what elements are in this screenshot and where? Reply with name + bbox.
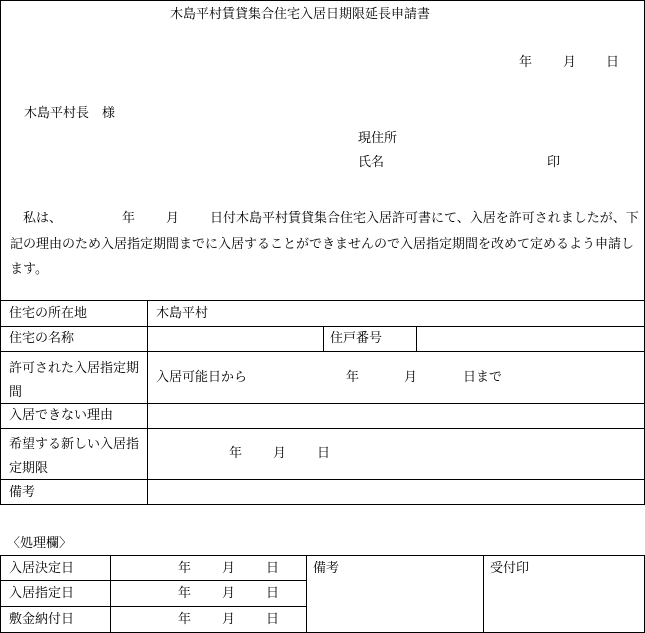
addressee: 木島平村長 様 [24,106,116,121]
seal-mark: 印 [547,155,561,170]
location-label: 住宅の所在地 [9,306,88,321]
unit-number-label: 住戸番号 [330,331,383,346]
decision-date-year: 年 [178,561,192,576]
processing-column-line [306,555,307,633]
unit-column-line [416,326,417,351]
period-year: 年 [346,370,360,385]
body-lead: 私は、 [23,211,63,226]
designated-date-year: 年 [178,586,192,601]
deposit-date-label: 敷金納付日 [9,612,75,627]
table-top-line [0,300,645,301]
designated-date-label: 入居指定日 [9,586,75,601]
reason-label: 入居できない理由 [9,408,114,423]
housing-name-label: 住宅の名称 [9,331,75,346]
reception-stamp-label: 受付印 [490,561,530,576]
address-label: 現住所 [358,131,398,146]
remarks-label: 備考 [9,485,36,500]
new-period-year: 年 [229,446,243,461]
period-label: 許可された入居指定期間 [9,361,140,400]
decision-date-label: 入居決定日 [9,561,75,576]
new-period-month: 月 [273,446,287,461]
processing-row-line [0,580,306,581]
deposit-date-month: 月 [222,612,236,627]
period-month: 月 [404,370,418,385]
date-day: 日 [606,55,620,70]
date-month: 月 [563,55,577,70]
deposit-date-year: 年 [178,612,192,627]
row-line [0,351,645,352]
processing-remarks-label: 備考 [313,561,340,576]
location-value: 木島平村 [156,306,209,321]
period-end: 日まで [463,370,503,385]
body-text: 日付木島平村賃貸集合住宅入居許可書にて、入居を許可されましたが、下記の理由のため入居指定期間までに入居することができませんので入居指定期間を改めて定めるよう申請します。 [10,211,639,277]
body-month: 月 [166,211,180,226]
designated-date-month: 月 [222,586,236,601]
request-paragraph [10,206,642,283]
name-label: 氏名 [358,155,385,170]
row-line [0,428,645,429]
date-year: 年 [519,55,533,70]
decision-date-month: 月 [222,561,236,576]
label-column-line [147,300,148,505]
new-period-label: 希望する新しい入居指定期限 [9,437,140,476]
processing-column-line [110,555,111,633]
body-year: 年 [122,211,136,226]
deposit-date-day: 日 [266,612,280,627]
processing-row-line [0,606,306,607]
designated-date-day: 日 [266,586,280,601]
document-title: 木島平村賃貸集合住宅入居日期限延長申請書 [170,7,431,22]
processing-heading: 〈処理欄〉 [7,536,73,551]
unit-column-line [323,326,324,351]
period-start: 入居可能日から [156,370,248,385]
new-period-day: 日 [317,446,331,461]
decision-date-day: 日 [266,561,280,576]
processing-column-line [483,555,484,633]
